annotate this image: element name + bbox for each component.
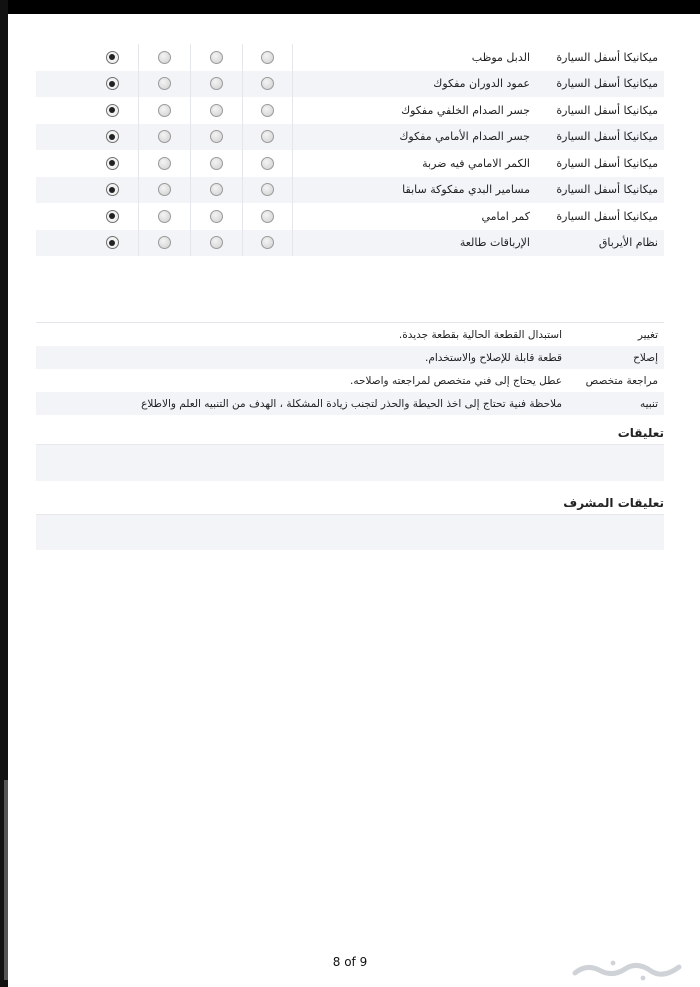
table-row bbox=[36, 44, 664, 71]
radio-cell bbox=[86, 97, 138, 124]
row-item: كمر امامي bbox=[292, 203, 536, 230]
radio-cell bbox=[86, 203, 138, 230]
row-category: ميكانيكا أسفل السيارة bbox=[556, 156, 658, 170]
status-radio[interactable] bbox=[106, 157, 119, 170]
status-radio[interactable] bbox=[210, 236, 223, 249]
status-radio[interactable] bbox=[106, 183, 119, 196]
status-radio[interactable] bbox=[210, 130, 223, 143]
table-row bbox=[36, 177, 664, 204]
table-row bbox=[36, 124, 664, 151]
row-category: ميكانيكا أسفل السيارة bbox=[556, 183, 658, 197]
status-radio[interactable] bbox=[261, 183, 274, 196]
radio-cell bbox=[190, 150, 242, 177]
radio-cell bbox=[138, 203, 190, 230]
radio-cell bbox=[190, 177, 242, 204]
radio-cell bbox=[242, 203, 292, 230]
radio-cell bbox=[190, 97, 242, 124]
status-radio[interactable] bbox=[158, 210, 171, 223]
watermark-logo-icon bbox=[567, 957, 687, 981]
radio-cell bbox=[138, 150, 190, 177]
legend-value: ملاحظة فنية تحتاج إلى اخذ الحيطة والحذر لتجنب زيادة المشكلة ، الهدف من التنبيه العلم والاطلاع bbox=[141, 397, 562, 410]
status-radio[interactable] bbox=[261, 51, 274, 64]
table-row bbox=[36, 203, 664, 230]
inspection-table bbox=[36, 44, 664, 256]
status-radio[interactable] bbox=[261, 210, 274, 223]
legend-key: مراجعة متخصص bbox=[585, 374, 658, 387]
radio-cell bbox=[138, 230, 190, 257]
status-radio[interactable] bbox=[106, 210, 119, 223]
radio-cell bbox=[138, 97, 190, 124]
supervisor-comments-box bbox=[36, 514, 664, 550]
legend-value: قطعة قابلة للإصلاح والاستخدام. bbox=[425, 351, 562, 364]
status-radio[interactable] bbox=[158, 77, 171, 90]
status-radio[interactable] bbox=[261, 236, 274, 249]
legend-key: إصلاح bbox=[633, 351, 658, 364]
legend-key: تغيير bbox=[637, 328, 658, 341]
row-item: الإرباقات طالعة bbox=[292, 230, 536, 257]
radio-cell bbox=[190, 124, 242, 151]
row-category: ميكانيكا أسفل السيارة bbox=[556, 77, 658, 91]
status-radio[interactable] bbox=[158, 183, 171, 196]
status-radio[interactable] bbox=[106, 77, 119, 90]
radio-cell bbox=[86, 124, 138, 151]
legend-row bbox=[36, 346, 664, 369]
status-radio[interactable] bbox=[106, 51, 119, 64]
status-radio[interactable] bbox=[261, 77, 274, 90]
status-radio[interactable] bbox=[158, 104, 171, 117]
radio-cell bbox=[138, 177, 190, 204]
table-row bbox=[36, 150, 664, 177]
row-item: مسامير البدي مفكوكة سابقا bbox=[292, 177, 536, 204]
status-radio[interactable] bbox=[261, 157, 274, 170]
status-radio[interactable] bbox=[106, 130, 119, 143]
radio-cell bbox=[86, 71, 138, 98]
row-item: جسر الصدام الأمامي مفكوك bbox=[292, 124, 536, 151]
status-radio[interactable] bbox=[106, 236, 119, 249]
status-radio[interactable] bbox=[210, 183, 223, 196]
table-row bbox=[36, 71, 664, 98]
radio-cell bbox=[242, 124, 292, 151]
radio-cell bbox=[242, 97, 292, 124]
watermark-logo bbox=[562, 956, 692, 982]
row-category: ميكانيكا أسفل السيارة bbox=[556, 130, 658, 144]
radio-cell bbox=[242, 44, 292, 71]
row-item: الدبل موظب bbox=[292, 44, 536, 71]
status-radio[interactable] bbox=[210, 157, 223, 170]
row-category: ميكانيكا أسفل السيارة bbox=[556, 209, 658, 223]
status-radio[interactable] bbox=[210, 51, 223, 64]
legend-row bbox=[36, 323, 664, 346]
row-category: ميكانيكا أسفل السيارة bbox=[556, 50, 658, 64]
radio-cell bbox=[242, 150, 292, 177]
row-category: نظام الأيرباق bbox=[598, 236, 658, 250]
legend-value: عطل يحتاج إلى فني متخصص لمراجعته واصلاحه. bbox=[349, 374, 562, 387]
radio-cell bbox=[86, 177, 138, 204]
status-radio[interactable] bbox=[210, 77, 223, 90]
radio-cell bbox=[138, 124, 190, 151]
row-category: ميكانيكا أسفل السيارة bbox=[556, 103, 658, 117]
radio-cell bbox=[242, 177, 292, 204]
row-item: عمود الدوران مفكوك bbox=[292, 71, 536, 98]
radio-cell bbox=[86, 230, 138, 257]
radio-cell bbox=[190, 230, 242, 257]
radio-cell bbox=[138, 44, 190, 71]
status-radio[interactable] bbox=[261, 130, 274, 143]
status-radio[interactable] bbox=[210, 210, 223, 223]
comments-title: تعليقات bbox=[617, 426, 664, 440]
supervisor-comments-title: تعليقات المشرف bbox=[563, 496, 664, 510]
row-item: جسر الصدام الخلفي مفكوك bbox=[292, 97, 536, 124]
status-radio[interactable] bbox=[261, 104, 274, 117]
legend-table bbox=[36, 322, 664, 415]
row-item: الكمر الامامي فيه ضربة bbox=[292, 150, 536, 177]
radio-cell bbox=[86, 44, 138, 71]
status-radio[interactable] bbox=[210, 104, 223, 117]
radio-cell bbox=[138, 71, 190, 98]
status-radio[interactable] bbox=[106, 104, 119, 117]
legend-value: استبدال القطعة الحالية بقطعة جديدة. bbox=[398, 328, 562, 341]
radio-cell bbox=[190, 44, 242, 71]
status-radio[interactable] bbox=[158, 130, 171, 143]
radio-cell bbox=[242, 230, 292, 257]
page-number: 8 of 9 bbox=[332, 955, 368, 969]
legend-row bbox=[36, 392, 664, 415]
table-row bbox=[36, 230, 664, 257]
status-radio[interactable] bbox=[158, 157, 171, 170]
radio-cell bbox=[190, 203, 242, 230]
legend-row bbox=[36, 369, 664, 392]
status-radio[interactable] bbox=[158, 236, 171, 249]
radio-cell bbox=[86, 150, 138, 177]
radio-cell bbox=[242, 71, 292, 98]
status-radio[interactable] bbox=[158, 51, 171, 64]
legend-key: تنبيه bbox=[639, 397, 658, 410]
radio-cell bbox=[190, 71, 242, 98]
comments-box bbox=[36, 444, 664, 481]
table-row bbox=[36, 97, 664, 124]
